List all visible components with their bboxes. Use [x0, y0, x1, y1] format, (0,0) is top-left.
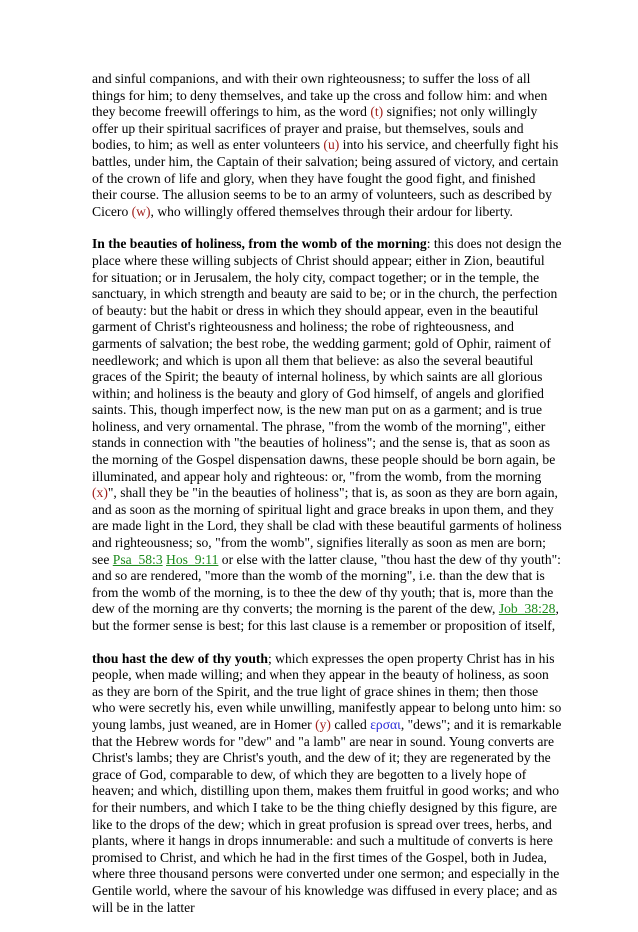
paragraph-beauties-of-holiness: [92, 236, 562, 634]
paragraph-dew-of-youth: [92, 651, 562, 917]
body-text: and sinful companions, and with their own righteousness; to suffer the loss of all things for him; to deny themselves, and take up the cross and follow him: and when they become freewill offerings to him, as the word: [92, 71, 548, 120]
scripture-link[interactable]: Psa_58:3: [112, 551, 163, 567]
greek-word: ερσαι: [370, 716, 401, 732]
paragraph-willing-volunteers: [92, 71, 562, 220]
document-body: [92, 71, 562, 932]
verse-phrase-heading: In the beauties of holiness, from the womb of the morning: [92, 236, 427, 252]
footnote-reference[interactable]: (w): [131, 203, 151, 219]
body-text: called: [330, 716, 371, 732]
body-text: ", shall they be "in the beauties of holiness"; that is, as soon as they are born again, and as soon as the morning of spiritual light and grace breaks in upon them, and they are made light in the Lord, they shall be clad with these beautiful garments of holiness and righteousness; so, "from the womb", signifies literally as soon as men are born; see: [92, 485, 562, 567]
body-text: or else with the latter clause, "thou hast the dew of thy youth": and so are rendered, "more than the womb of the morning", i.e. than the dew that is from the womb of the morning, is to thee the dew of thy youth; that is, more than the dew of the morning are thy converts; the morning is the parent of the dew,: [92, 551, 561, 617]
body-text: , but the former sense is best; for this last clause is a remember or proposition of itself,: [92, 601, 559, 633]
body-text: , who willingly offered themselves through their ardour for liberty.: [150, 203, 513, 219]
body-text: ; which expresses the open property Christ has in his people, when made willing; and when they appear in the beauty of holiness, as soon as they are born of the Spirit, and the true light of grace shines in them; then those who were secretly his, even while unwilling, manifestly appear to belong unto him: so young lambs, just weaned, are in Homer: [92, 650, 562, 732]
footnote-reference[interactable]: (t): [370, 104, 384, 120]
body-text: signifies; not only willingly offer up their spiritual sacrifices of prayer and praise, but themselves, souls and bodies, to him; as well as enter volunteers: [92, 104, 538, 153]
scripture-link[interactable]: Hos_9:11: [166, 551, 219, 567]
body-text: , "dews"; and it is remarkable that the Hebrew words for "dew" and "a lamb" are near in sound. Young converts are Christ's lambs; they are Christ's youth, and the dew of it; they are regenerated by the grace of God, comparable to dew, of which they are begotten to a lively hope of heaven; and which, distilling upon them, makes them fruitful in good works; and who for their numbers, and which I take to be the thing chiefly designed by this figure, are like to the drops of the dew; which in great profusion is spread over trees, herbs, and plants, where it hangs in drops innumerable: and such a multitude of converts is here promised to Christ, and which he had in the first times of the Gospel, both in Judea, where three thousand persons were converted under one sermon; and especially in the Gentile world, where the savour of his knowledge was diffused in every place; and as will be in the latter: [92, 716, 562, 915]
footnote-reference[interactable]: (y): [315, 716, 331, 732]
verse-phrase-heading: thou hast the dew of thy youth: [92, 650, 268, 666]
footnote-reference[interactable]: (u): [323, 137, 340, 153]
footnote-reference[interactable]: (x): [92, 485, 108, 501]
scripture-link[interactable]: Job_38:28: [498, 601, 556, 617]
body-text: into his service, and cheerfully fight his battles, under him, the Captain of their salvation; being assured of victory, and certain of the crown of life and glory, when they have fought the good fight, and finished their course. The allusion seems to be to an army of volunteers, such as described by Cicero: [92, 137, 559, 219]
body-text: : this does not design the place where these willing subjects of Christ should appear; either in Zion, beautiful for situation; or in Jerusalem, the holy city, compact together; or in the temple, the sanctuary, in which strength and beauty are said to be; or in the church, the perfection of beauty: but the habit or dress in which they should appear, even in the beautiful garment of Christ's righteousness and holiness; the robe of righteousness, and garments of salvation; the best robe, the wedding garment; gold of Ophir, raiment of needlework; and which is upon all them that believe: as also the several beautiful graces of the Spirit; the beauty of internal holiness, by which saints are all glorious within; and holiness is the beauty and glory of God himself, of angels and glorified saints. This, though imperfect now, is the new man put on as a garment; and is true holiness, and very ornamental. The phrase, "from the womb of the morning", either stands in connection with "the beauties of holiness"; and the sense is, that as soon as the morning of the Gospel dispensation dawns, these people should be born again, be illuminated, and appear holy and righteous: or, "from the womb, from the morning: [92, 236, 562, 484]
